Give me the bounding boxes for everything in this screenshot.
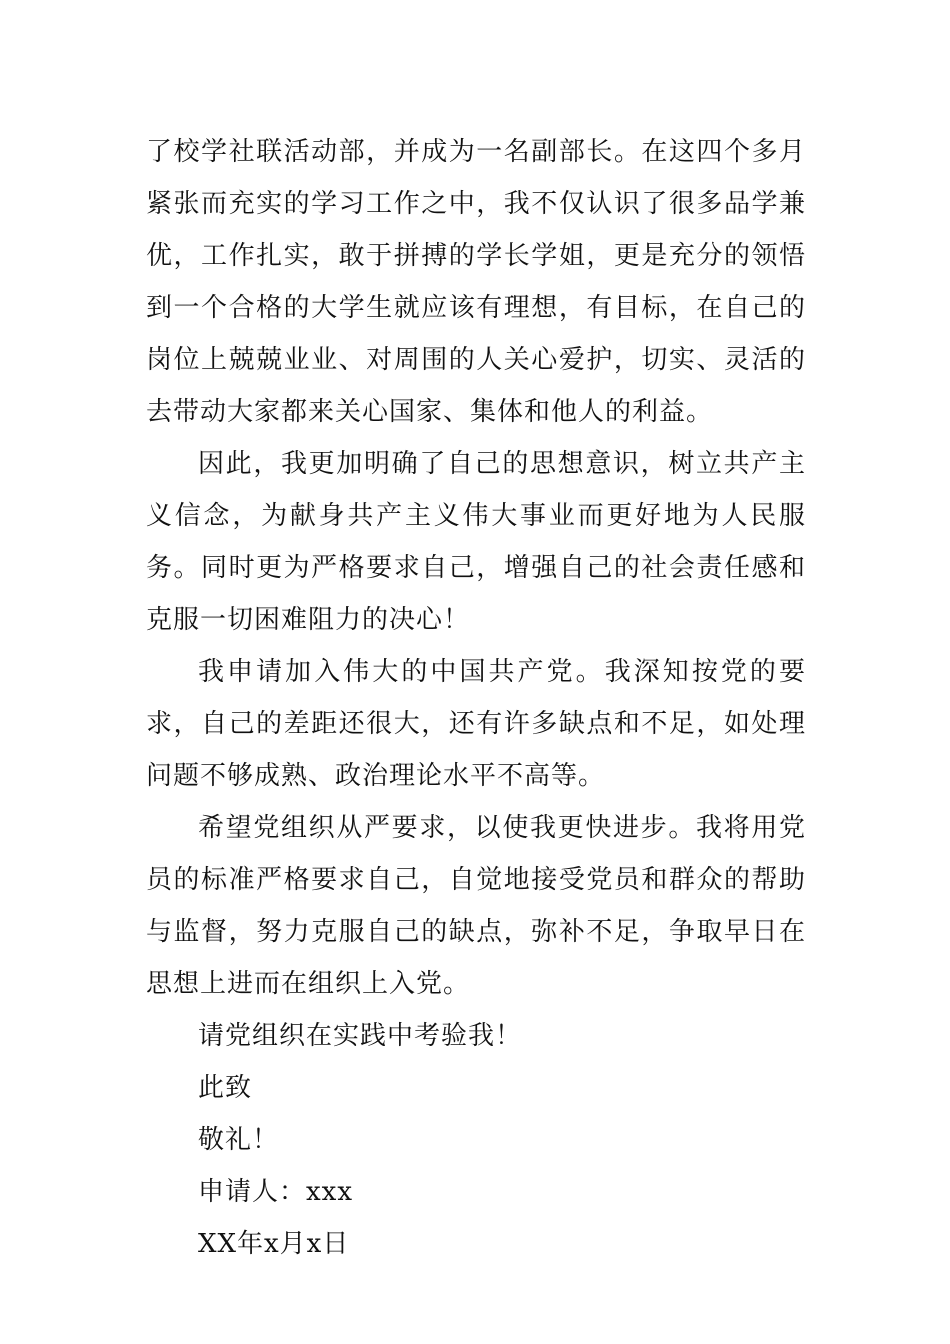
paragraph-application: 我申请加入伟大的中国共产党。我深知按党的要求，自己的差距还很大，还有许多缺点和不足，如处理问题不够成熟、政治理论水平不高等。 xyxy=(146,657,806,791)
letter-date: XX年x月x日 xyxy=(198,1229,350,1259)
closing-salutation-1: 此致 xyxy=(198,1073,253,1103)
paragraph-resolve: 因此，我更加明确了自己的思想意识，树立共产主义信念，为献身共产主义伟大事业而更好地为人民服务。同时更为严格要求自己，增强自己的社会责任感和克服一切困难阻力的决心！ xyxy=(146,449,806,635)
applicant-signature: 申请人：xxx xyxy=(198,1177,353,1207)
paragraph-hope: 希望党组织从严要求，以使我更快进步。我将用党员的标准严格要求自己，自觉地接受党员和群众的帮助与监督，努力克服自己的缺点，弥补不足，争取早日在思想上进而在组织上入党。 xyxy=(146,813,806,999)
closing-request: 请党组织在实践中考验我！ xyxy=(198,1021,523,1051)
paragraph-continued: 了校学社联活动部，并成为一名副部长。在这四个多月紧张而充实的学习工作之中，我不仅认识了很多品学兼优，工作扎实，敢于拼搏的学长学姐，更是充分的领悟到一个合格的大学生就应该有理想，有目标，在自己的岗位上兢兢业业、对周围的人关心爱护，切实、灵活的去带动大家都来关心国家、集体和他人的利益。 xyxy=(146,137,806,427)
closing-salutation-2: 敬礼！ xyxy=(198,1125,280,1155)
letter-body xyxy=(146,126,806,1270)
